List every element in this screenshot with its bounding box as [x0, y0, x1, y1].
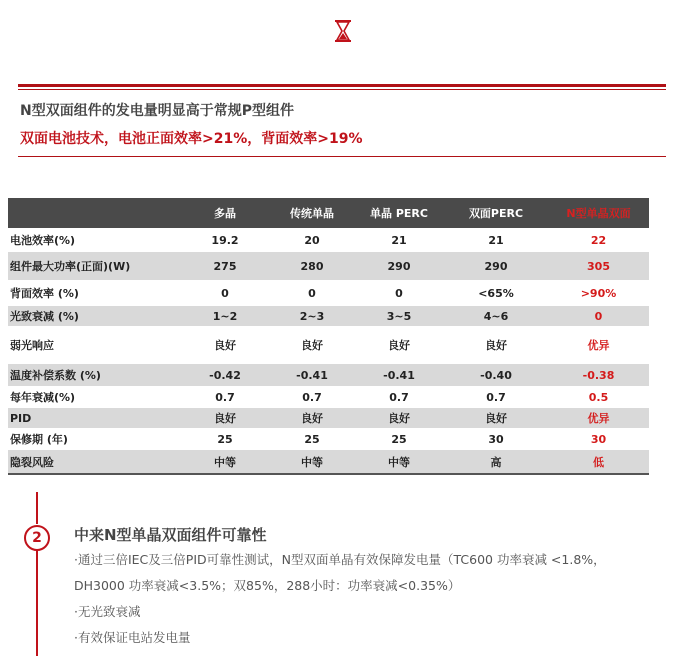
table-cell: 0.7	[215, 390, 235, 404]
table-header-cell: 多晶	[180, 198, 270, 228]
table-header-cell: N型单晶双面	[548, 198, 649, 228]
table-cell: 每年衰减(%)	[10, 391, 76, 404]
table-cell: 低	[548, 450, 649, 474]
table-header-cell: 双面PERC	[444, 198, 548, 228]
table-cell: 0	[548, 306, 649, 326]
table-cell: 良好	[270, 408, 354, 428]
table-cell: <65%	[478, 286, 514, 300]
table-cell: 25	[304, 432, 320, 446]
table-cell: 中等	[180, 450, 270, 474]
table-cell: 温度补偿系数 (%)	[8, 364, 180, 386]
table-cell: 19.2	[211, 233, 239, 247]
table-cell: 良好	[354, 408, 444, 428]
table-cell: PID	[8, 408, 180, 428]
table-cell: 290	[444, 252, 548, 280]
table-cell: 30	[590, 432, 607, 446]
section-text-line: ·无光致衰减	[74, 604, 141, 619]
table-cell: -0.41	[354, 364, 444, 386]
table-cell: 优异	[587, 339, 610, 352]
table-cell: 1~2	[180, 306, 270, 326]
table-cell: 弱光响应	[10, 339, 54, 352]
table-cell: 0	[395, 286, 403, 300]
table-cell: 良好	[214, 339, 236, 352]
hourglass-icon	[334, 20, 352, 42]
table-cell: 22	[590, 233, 607, 247]
table-cell: 25	[217, 432, 233, 446]
table-cell: 电池效率(%)	[10, 234, 76, 247]
table-cell: 隐裂风险	[8, 450, 180, 474]
table-cell: 0.7	[389, 390, 409, 404]
section-number-badge: 2	[24, 525, 50, 551]
comparison-table	[8, 198, 649, 475]
table-cell: 良好	[444, 408, 548, 428]
table-row	[8, 280, 649, 306]
table-cell: 优异	[548, 408, 649, 428]
table-cell: 0.7	[486, 390, 506, 404]
table-cell: 良好	[180, 408, 270, 428]
table-cell: 0.5	[588, 390, 609, 404]
mid-divider	[18, 156, 666, 157]
section-text-line: ·有效保证电站发电量	[74, 630, 191, 645]
table-cell: 25	[391, 432, 407, 446]
table-cell: 21	[391, 233, 407, 247]
subline: 双面电池技术，电池正面效率>21%，背面效率>19%	[20, 131, 363, 147]
section-line-bottom	[36, 550, 38, 656]
table-cell: 光致衰减 (%)	[8, 306, 180, 326]
table-header-cell	[8, 198, 180, 228]
table-cell: 0	[308, 286, 316, 300]
table-row	[8, 306, 649, 326]
table-cell: 2~3	[270, 306, 354, 326]
table-cell: 280	[270, 252, 354, 280]
table-cell: 组件最大功率(正面)(W)	[8, 252, 180, 280]
table-cell: 中等	[354, 450, 444, 474]
table-cell: 良好	[301, 339, 323, 352]
table-cell: 良好	[485, 339, 507, 352]
table-cell: 高	[444, 450, 548, 474]
top-divider-thin	[18, 89, 666, 90]
section-line-top	[36, 492, 38, 524]
table-row	[8, 326, 649, 364]
table-row	[8, 386, 649, 408]
table-cell: -0.42	[180, 364, 270, 386]
table-cell: -0.38	[548, 364, 649, 386]
table-header-cell: 单晶 PERC	[354, 198, 444, 228]
table-cell: 20	[304, 233, 320, 247]
table-row	[8, 408, 649, 428]
table-cell: 背面效率 (%)	[10, 287, 79, 300]
table-row	[8, 252, 649, 280]
table-cell: >90%	[580, 286, 617, 300]
table-cell: 4~6	[444, 306, 548, 326]
table-cell: 0.7	[302, 390, 322, 404]
table-row	[8, 450, 649, 474]
table-cell: 305	[548, 252, 649, 280]
table-row	[8, 228, 649, 252]
table-cell: -0.40	[444, 364, 548, 386]
table-cell: 30	[488, 432, 504, 446]
table-cell: 3~5	[354, 306, 444, 326]
section-text-line: ·通过三倍IEC及三倍PID可靠性测试，N型双面单晶有效保障发电量（TC600 功率衰减 <1.8%，	[74, 552, 606, 567]
table-cell: 21	[488, 233, 504, 247]
section-title: 中来N型单晶双面组件可靠性	[74, 526, 267, 544]
table-header-cell: 传统单晶	[270, 198, 354, 228]
table-cell: 275	[180, 252, 270, 280]
table-header-row	[8, 198, 649, 228]
table-row	[8, 364, 649, 386]
headline: N型双面组件的发电量明显高于常规P型组件	[20, 103, 294, 119]
section-text-line: DH3000 功率衰减<3.5%；双85%，288小时：功率衰减<0.35%）	[74, 578, 461, 593]
table-row	[8, 428, 649, 450]
table-cell: 良好	[388, 339, 410, 352]
top-divider	[18, 84, 666, 87]
table-cell: 0	[221, 286, 229, 300]
table-cell: -0.41	[270, 364, 354, 386]
table-cell: 中等	[270, 450, 354, 474]
table-cell: 保修期 (年)	[10, 433, 68, 446]
table-cell: 290	[354, 252, 444, 280]
